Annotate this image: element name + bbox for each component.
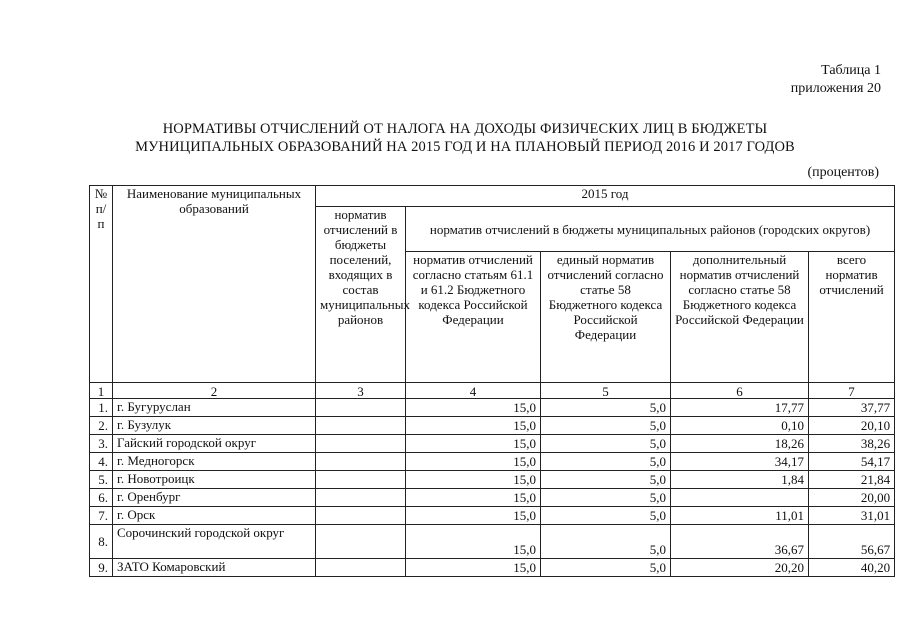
municipality-name: Гайский городской округ [113, 435, 316, 453]
settlements-norm [316, 399, 406, 417]
norm-art-61: 15,0 [406, 471, 541, 489]
total-norm: 21,84 [809, 471, 895, 489]
col-index: 3 [316, 383, 406, 399]
unified-norm: 5,0 [541, 489, 671, 507]
unified-norm: 5,0 [541, 453, 671, 471]
norms-table [89, 185, 895, 577]
table-row [90, 525, 895, 559]
col-index: 6 [671, 383, 809, 399]
settlements-norm [316, 525, 406, 559]
row-number: 6. [90, 489, 113, 507]
settlements-norm [316, 471, 406, 489]
total-norm: 37,77 [809, 399, 895, 417]
municipality-name: г. Оренбург [113, 489, 316, 507]
total-norm: 31,01 [809, 507, 895, 525]
row-number: 1. [90, 399, 113, 417]
settlements-norm [316, 417, 406, 435]
table-row [90, 399, 895, 417]
header-col-5: единый норматив отчислений согласно статье 58 Бюджетного кодекса Российской Федерации [541, 252, 671, 383]
additional-norm: 20,20 [671, 559, 809, 577]
col-index: 4 [406, 383, 541, 399]
units-label: (процентов) [807, 165, 879, 180]
unified-norm: 5,0 [541, 471, 671, 489]
header-settlements: норматив отчислений в бюджеты поселений, входящих в состав муниципальных районов [316, 207, 406, 383]
row-number: 9. [90, 559, 113, 577]
unified-norm: 5,0 [541, 525, 671, 559]
table-row [90, 507, 895, 525]
additional-norm: 0,10 [671, 417, 809, 435]
header-col-7: всего норматив отчислений [809, 252, 895, 383]
table-caption [791, 62, 881, 98]
norm-art-61: 15,0 [406, 525, 541, 559]
settlements-norm [316, 453, 406, 471]
header-districts: норматив отчислений в бюджеты муниципальных районов (городских округов) [406, 207, 895, 252]
additional-norm: 18,26 [671, 435, 809, 453]
row-number: 4. [90, 453, 113, 471]
row-number: 2. [90, 417, 113, 435]
norm-art-61: 15,0 [406, 453, 541, 471]
row-number: 3. [90, 435, 113, 453]
municipality-name: г. Новотроицк [113, 471, 316, 489]
col-index: 2 [113, 383, 316, 399]
total-norm: 54,17 [809, 453, 895, 471]
total-norm: 20,00 [809, 489, 895, 507]
municipality-name: г. Орск [113, 507, 316, 525]
row-number: 8. [90, 525, 113, 559]
header-col-4: норматив отчислений согласно статьям 61.1 и 61.2 Бюджетного кодекса Российской Федерации [406, 252, 541, 383]
total-norm: 40,20 [809, 559, 895, 577]
unified-norm: 5,0 [541, 435, 671, 453]
column-index-row [90, 383, 895, 399]
table-row [90, 489, 895, 507]
additional-norm [671, 489, 809, 507]
additional-norm: 17,77 [671, 399, 809, 417]
table-row [90, 417, 895, 435]
additional-norm: 11,01 [671, 507, 809, 525]
total-norm: 56,67 [809, 525, 895, 559]
additional-norm: 34,17 [671, 453, 809, 471]
col-index: 5 [541, 383, 671, 399]
additional-norm: 36,67 [671, 525, 809, 559]
col-index: 7 [809, 383, 895, 399]
row-number: 5. [90, 471, 113, 489]
table-row [90, 435, 895, 453]
additional-norm: 1,84 [671, 471, 809, 489]
header-name: Наименование муниципальных образований [113, 186, 316, 383]
municipality-name: г. Бугуруслан [113, 399, 316, 417]
title-line-2: МУНИЦИПАЛЬНЫХ ОБРАЗОВАНИЙ НА 2015 ГОД И НА ПЛАНОВЫЙ ПЕРИОД 2016 И 2017 ГОДОВ [135, 139, 795, 155]
header-year: 2015 год [316, 186, 895, 207]
total-norm: 38,26 [809, 435, 895, 453]
municipality-name: Сорочинский городской округ [113, 525, 316, 559]
table-row [90, 471, 895, 489]
header-col-6: дополнительный норматив отчислений согласно статье 58 Бюджетного кодекса Российской Федерации [671, 252, 809, 383]
municipality-name: ЗАТО Комаровский [113, 559, 316, 577]
municipality-name: г. Медногорск [113, 453, 316, 471]
unified-norm: 5,0 [541, 399, 671, 417]
settlements-norm [316, 559, 406, 577]
municipality-name: г. Бузулук [113, 417, 316, 435]
settlements-norm [316, 507, 406, 525]
unified-norm: 5,0 [541, 507, 671, 525]
title-line-1: НОРМАТИВЫ ОТЧИСЛЕНИЙ ОТ НАЛОГА НА ДОХОДЫ ФИЗИЧЕСКИХ ЛИЦ В БЮДЖЕТЫ [162, 121, 768, 137]
caption-table-number: Таблица 1 [821, 63, 881, 78]
settlements-norm [316, 489, 406, 507]
table-row [90, 453, 895, 471]
total-norm: 20,10 [809, 417, 895, 435]
unified-norm: 5,0 [541, 417, 671, 435]
norm-art-61: 15,0 [406, 399, 541, 417]
unified-norm: 5,0 [541, 559, 671, 577]
norm-art-61: 15,0 [406, 489, 541, 507]
settlements-norm [316, 435, 406, 453]
norm-art-61: 15,0 [406, 435, 541, 453]
norm-art-61: 15,0 [406, 417, 541, 435]
row-number: 7. [90, 507, 113, 525]
caption-appendix-number: приложения 20 [790, 81, 881, 96]
header-row-1 [90, 186, 895, 207]
header-num: № п/п [90, 186, 113, 383]
table-row [90, 559, 895, 577]
norm-art-61: 15,0 [406, 559, 541, 577]
document-title [80, 120, 850, 156]
col-index: 1 [90, 383, 113, 399]
norm-art-61: 15,0 [406, 507, 541, 525]
